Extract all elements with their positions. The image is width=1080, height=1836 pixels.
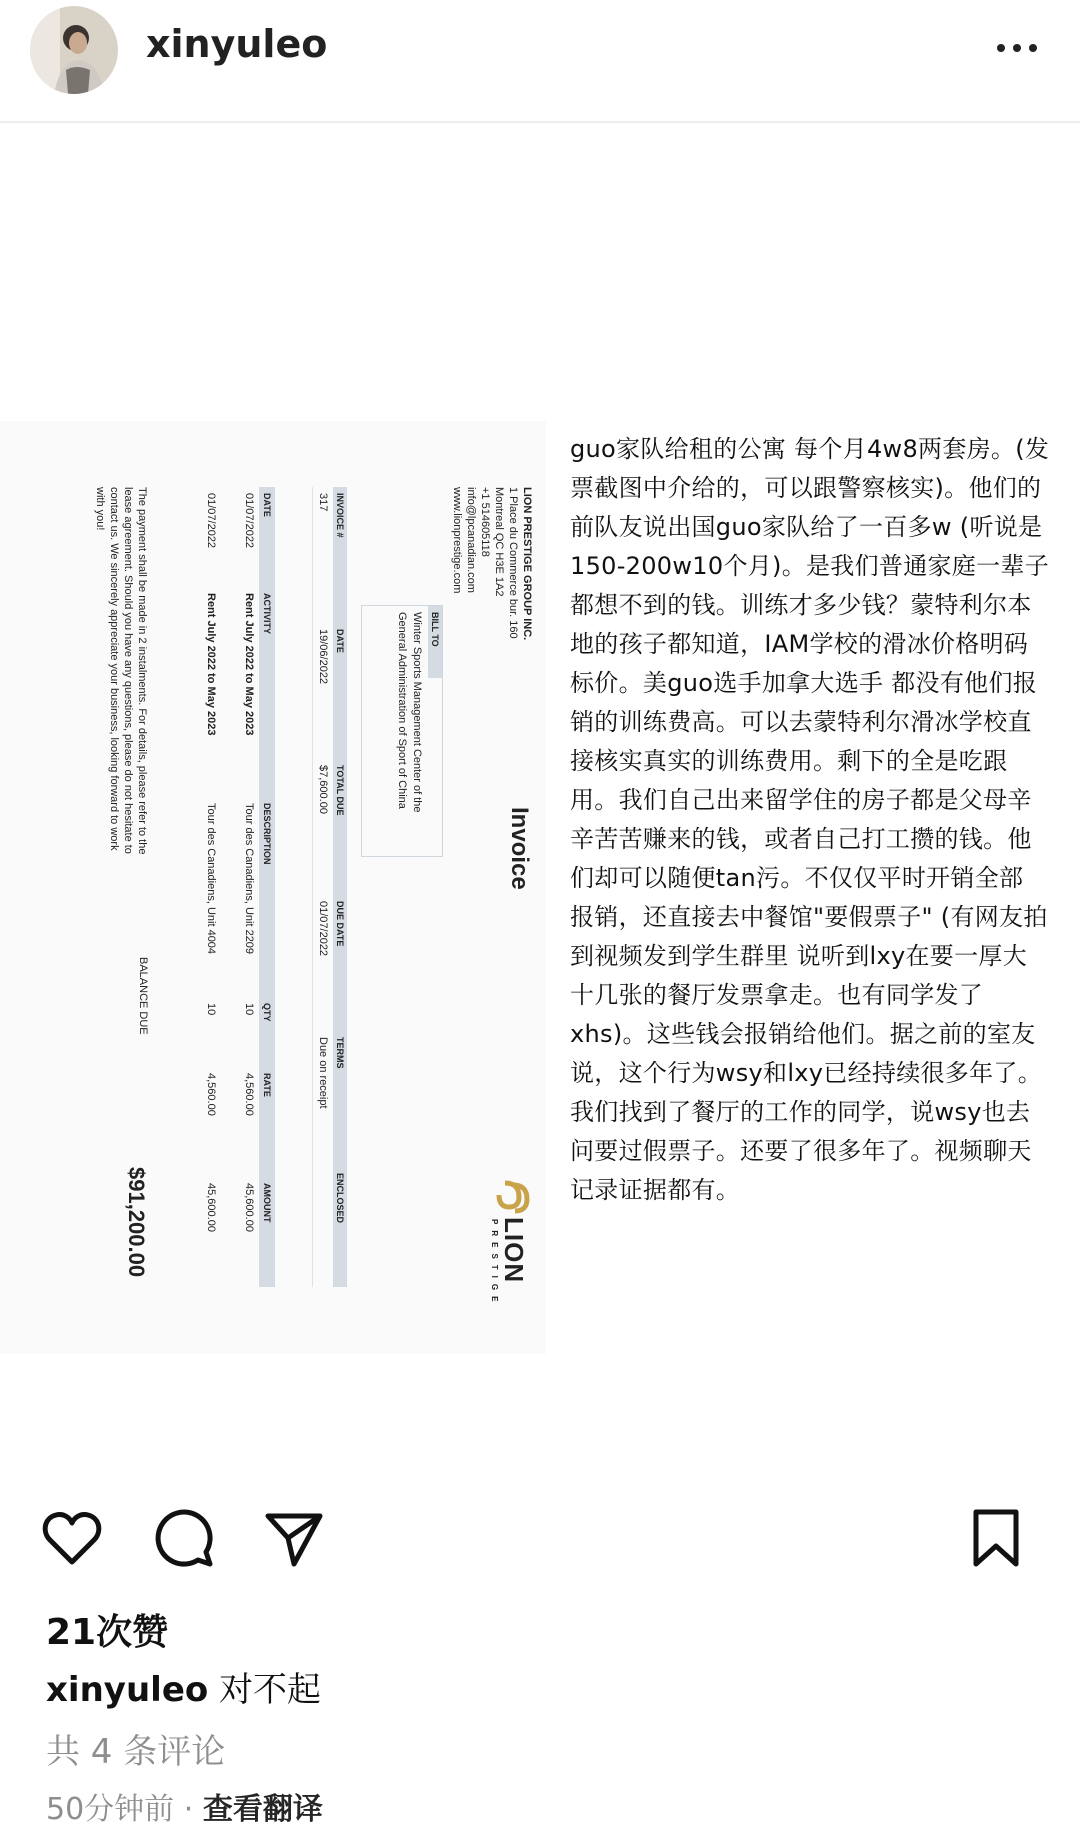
invoice-address1: 1 Place du Commerce bur. 160 [507,487,519,639]
row-date: 01/07/2022 [205,493,217,549]
row-qty: 10 [243,1003,255,1016]
caption-line: 地的孩子都知道，IAM学校的滑冰价格明码 [570,630,1029,658]
activity-header-row [259,487,275,1287]
meta-header: DATE [335,629,345,653]
more-options-icon[interactable] [994,30,1040,66]
meta-value: 19/06/2022 [317,629,329,685]
lion-logo-icon [489,1177,533,1217]
meta-header: INVOICE # [335,493,345,538]
caption-line: 我们找到了餐厅的工作的同学，说wsy也去 [570,1098,1031,1126]
meta-header-row [333,487,347,1287]
share-icon[interactable] [262,1506,326,1570]
invoice-email: info@lpcanadian.com [465,487,477,593]
see-translation-link[interactable]: 查看翻译 [202,1792,323,1827]
caption-line: 标价。美guo选手加拿大选手 都没有他们报 [570,669,1038,697]
meta-value: Due on receipt [317,1037,329,1109]
meta-value: 317 [317,493,329,512]
meta-header: TOTAL DUE [335,765,345,816]
caption-line: 票截图中介给的，可以跟警察核实)。他们的 [570,474,1042,502]
invoice-phone: +1 514605118 [479,487,491,557]
bookmark-icon[interactable] [966,1506,1026,1570]
caption-line: 用。我们自己出来留学住的房子都是父母辛 [570,786,1032,814]
meta-header: DUE DATE [335,901,345,947]
row-description: Tour des Canadiens, Unit 4004 [205,803,217,955]
row-description: Tour des Canadiens, Unit 2209 [243,803,255,955]
caption-line: 说，这个行为wsy和lxy已经持续很多年了。 [570,1059,1043,1087]
username[interactable]: xinyuleo [146,22,328,66]
meta-value: $7,600.00 [317,765,329,814]
header-divider [0,121,1080,123]
caption-line: 问要过假票子。还要了很多年了。视频聊天 [570,1137,1032,1165]
caption-username[interactable]: xinyuleo [46,1670,209,1710]
row-amount: 45,600.00 [205,1183,217,1232]
row-activity: Rent July 2022 to May 2023 [243,593,255,736]
row-amount: 45,600.00 [243,1183,255,1232]
activity-header: QTY [262,1003,272,1022]
invoice-meta-table [312,487,347,1287]
logo-subtext: PRESTIGE [490,1219,499,1308]
invoice-website: www.lionprestige.com [451,487,463,594]
caption-line: 辛苦苦赚来的钱，或者自己打工攒的钱。他 [570,825,1032,853]
caption-line: 销的训练费高。可以去蒙特利尔滑冰学校直 [570,708,1032,736]
activity-table [183,487,275,1287]
invoice-footnote: The payment shall be made in 2 instalments. For details, please refer to the lease agreement. Should you have any questions, please do not hesitate to contact us. We sincerely appreciate your business, looking forward to work with you! [94,487,148,855]
avatar[interactable] [30,6,118,94]
bill-to-label: BILL TO [428,606,442,678]
invoice-document [13,487,533,1308]
invoice-image [0,421,546,1354]
caption-line: 150-200w10个月)。是我们普通家庭一辈子 [570,552,1050,580]
caption-line: xhs)。这些钱会报销给他们。据之前的室友 [570,1020,1036,1048]
meta-header: TERMS [335,1037,345,1069]
likes-count[interactable]: 21次赞 [46,1612,169,1653]
caption-line: 前队友说出国guo家队给了一百多w (听说是 [570,513,1043,541]
activity-header: DATE [262,493,272,517]
meta-separator: · [183,1792,194,1827]
post-image-text [570,430,1070,1210]
row-date: 01/07/2022 [243,493,255,549]
row-qty: 10 [205,1003,217,1016]
comment-icon[interactable] [152,1506,216,1570]
post-header [0,0,1080,120]
logo-text: LION [499,1217,529,1284]
post-time: 50分钟前 [46,1792,175,1827]
balance-due-label: BALANCE DUE [137,957,149,1035]
post-image[interactable] [0,124,1080,1480]
row-activity: Rent July 2022 to May 2023 [205,593,217,736]
invoice-title: Invoice [506,807,533,890]
activity-header: ACTIVITY [262,593,272,635]
caption-line: 们却可以随便tan污。不仅仅平时开销全部 [570,864,1024,892]
invoice-company: LION PRESTIGE GROUP INC. [521,487,533,641]
meta-value: 01/07/2022 [317,901,329,957]
activity-header: AMOUNT [262,1183,272,1223]
caption-line: 到视频发到学生群里 说听到lxy在要一厚大 [570,942,1028,970]
caption-text: 对不起 [219,1670,322,1710]
view-comments-link[interactable]: 共 4 条评论 [46,1732,226,1772]
caption-line: 记录证据都有。 [570,1176,741,1204]
heart-icon[interactable] [40,1506,104,1570]
caption-line: 十几张的餐厅发票拿走。也有同学发了 [570,981,984,1009]
caption-line: 报销，还直接去中餐馆"要假票子" (有网友拍 [570,903,1048,931]
row-rate: 4,560.00 [243,1073,255,1116]
caption-line: 接核实真实的训练费用。剩下的全是吃跟 [570,747,1008,775]
bill-to-box [361,605,443,857]
table-row [221,487,259,1287]
bill-to-text: Winter Sports Management Center of the General Administration of Sport of China [396,612,423,813]
post-caption [46,1662,321,1711]
caption-line: 都想不到的钱。训练才多少钱？蒙特利尔本 [570,591,1032,619]
table-row [183,487,221,1287]
balance-due-value: $91,200.00 [124,1167,149,1278]
lion-logo [473,1177,533,1308]
activity-header: DESCRIPTION [262,803,272,865]
invoice-address2: Montreal QC H3E 1A2 [493,487,505,597]
meta-value-row [312,487,333,1287]
caption-line: guo家队给租的公寓 每个月4w8两套房。(发 [570,435,1050,463]
row-rate: 4,560.00 [205,1073,217,1116]
meta-header: ENCLOSED [335,1173,345,1224]
post-meta-row [46,1784,323,1828]
activity-header: RATE [262,1073,272,1097]
